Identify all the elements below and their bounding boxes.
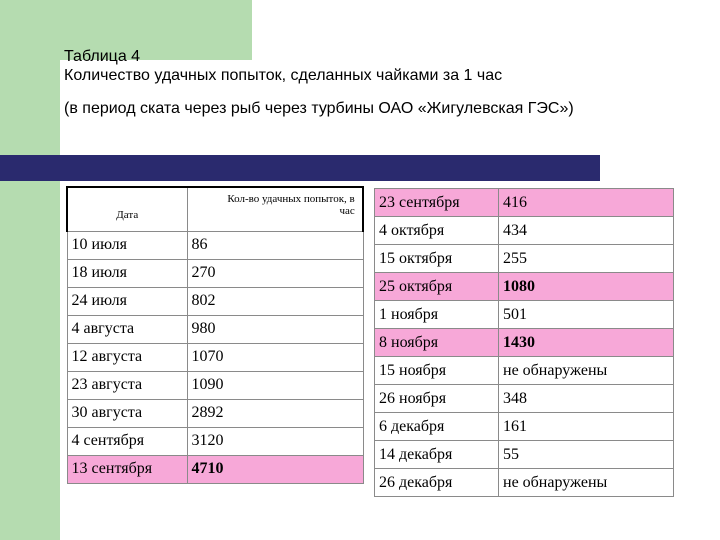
table-row	[67, 427, 363, 455]
table-row	[67, 455, 363, 483]
date-cell: 24 июля	[67, 287, 187, 315]
date-cell: 26 декабря	[375, 469, 499, 497]
table-row	[375, 441, 674, 469]
date-cell: 26 ноября	[375, 385, 499, 413]
date-cell: 4 сентября	[67, 427, 187, 455]
date-cell: 4 августа	[67, 315, 187, 343]
count-cell: 2892	[187, 399, 363, 427]
count-cell: 980	[187, 315, 363, 343]
table-row	[375, 245, 674, 273]
header-date-label: Дата	[116, 209, 139, 222]
decor-dark-divider-bar	[0, 155, 600, 181]
header-date	[67, 187, 187, 231]
table-row	[67, 231, 363, 259]
slide-title	[64, 47, 704, 85]
count-cell: 416	[499, 189, 674, 217]
header-count-label: Кол-во удачных попыток, в час	[227, 193, 355, 218]
count-cell: 1080	[499, 273, 674, 301]
decor-green-side-bar	[0, 0, 60, 540]
count-cell: не обнаружены	[499, 469, 674, 497]
count-cell: 255	[499, 245, 674, 273]
table-row	[375, 301, 674, 329]
count-cell: 1070	[187, 343, 363, 371]
count-cell: 1430	[499, 329, 674, 357]
table-row	[375, 413, 674, 441]
table-subcaption: (в период ската через рыб через турбины ОАО «Жигулевская ГЭС»)	[64, 100, 574, 117]
right-data-table	[374, 188, 674, 497]
date-cell: 4 октября	[375, 217, 499, 245]
table-row	[67, 343, 363, 371]
count-cell: не обнаружены	[499, 357, 674, 385]
count-cell: 86	[187, 231, 363, 259]
table-row	[67, 315, 363, 343]
table-row	[375, 189, 674, 217]
count-cell: 501	[499, 301, 674, 329]
table-row	[375, 385, 674, 413]
header-count	[187, 187, 363, 231]
table-row	[375, 329, 674, 357]
date-cell: 15 октября	[375, 245, 499, 273]
table-row	[67, 259, 363, 287]
date-cell: 6 декабря	[375, 413, 499, 441]
count-cell: 1090	[187, 371, 363, 399]
count-cell: 3120	[187, 427, 363, 455]
date-cell: 23 сентября	[375, 189, 499, 217]
date-cell: 8 ноября	[375, 329, 499, 357]
table-row	[67, 399, 363, 427]
date-cell: 15 ноября	[375, 357, 499, 385]
table-header-row	[67, 187, 363, 231]
count-cell: 270	[187, 259, 363, 287]
date-cell: 12 августа	[67, 343, 187, 371]
table-caption: Количество удачных попыток, сделанных чайками за 1 час	[64, 67, 503, 84]
date-cell: 23 августа	[67, 371, 187, 399]
table-row	[375, 273, 674, 301]
date-cell: 1 ноября	[375, 301, 499, 329]
table-row	[375, 357, 674, 385]
table-row	[67, 287, 363, 315]
count-cell: 4710	[187, 455, 363, 483]
left-data-table	[66, 186, 364, 484]
count-cell: 434	[499, 217, 674, 245]
date-cell: 10 июля	[67, 231, 187, 259]
table-row	[67, 371, 363, 399]
count-cell: 161	[499, 413, 674, 441]
date-cell: 18 июля	[67, 259, 187, 287]
table-number: Таблица 4	[64, 48, 141, 65]
table-row	[375, 217, 674, 245]
date-cell: 25 октября	[375, 273, 499, 301]
count-cell: 348	[499, 385, 674, 413]
table-row	[375, 469, 674, 497]
date-cell: 13 сентября	[67, 455, 187, 483]
count-cell: 55	[499, 441, 674, 469]
date-cell: 30 августа	[67, 399, 187, 427]
date-cell: 14 декабря	[375, 441, 499, 469]
count-cell: 802	[187, 287, 363, 315]
